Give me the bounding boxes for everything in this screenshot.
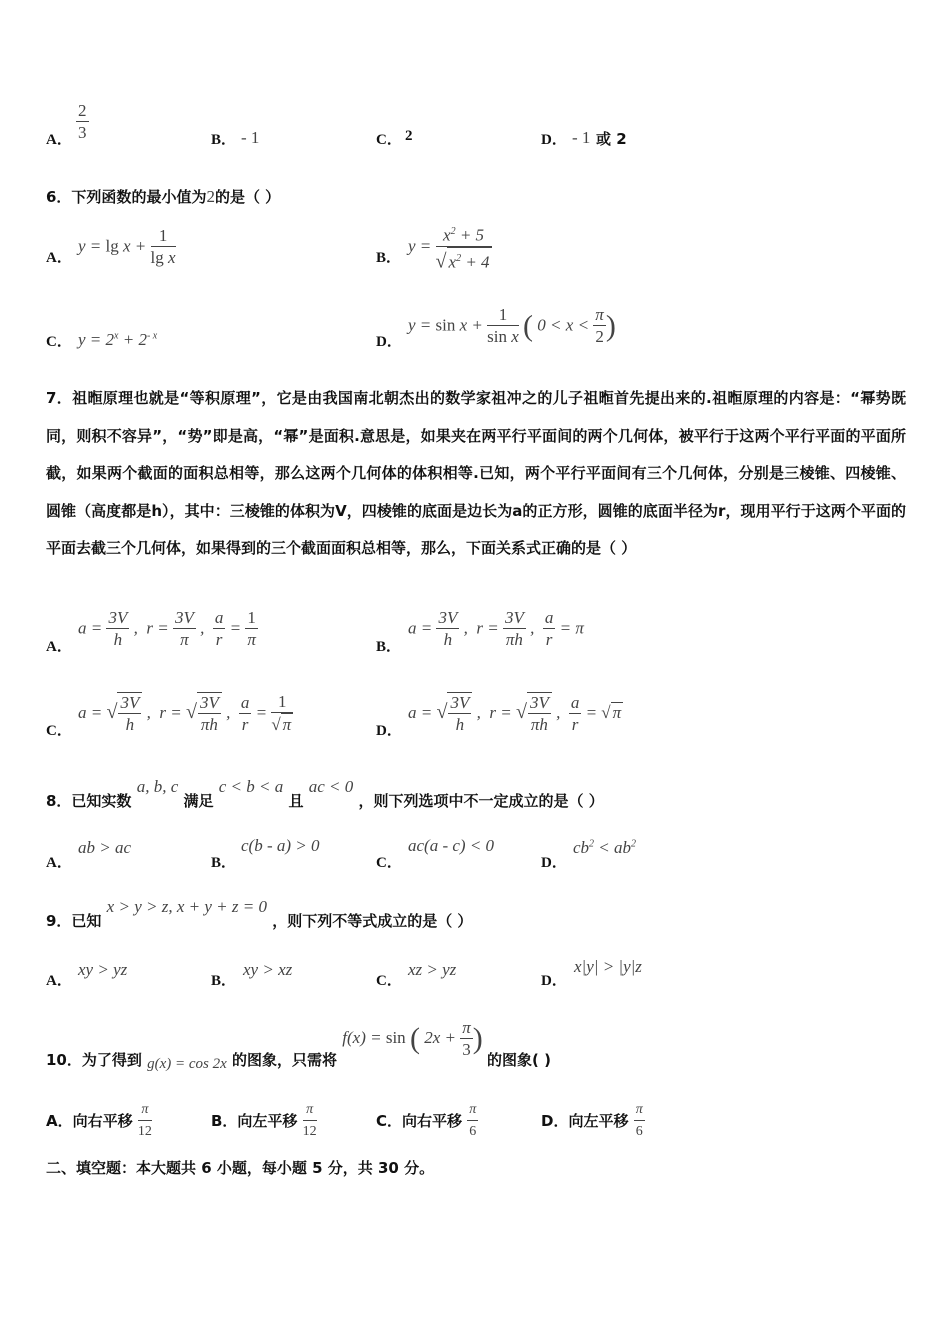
q8-a-label: A． <box>46 855 72 871</box>
q8-stem-3: 且 <box>288 792 304 810</box>
q10-option-b: B．向左平移 $\frac{\pi}{12}$ <box>211 1100 317 1143</box>
q6-a-formula: y = lg x + $\frac{1}{\text{lg x}}$ <box>78 226 176 267</box>
q6-stem-tail: 的是（ ） <box>214 188 281 206</box>
q9-stem <box>46 896 473 930</box>
q10-option-d: D．向左平移 $\frac{\pi}{6}$ <box>541 1100 645 1143</box>
q8-stem-1: 8．已知实数 <box>46 792 132 810</box>
q10-c-denominator: 6 <box>469 1124 477 1139</box>
q5-b-label: B． <box>211 132 237 148</box>
q9-b-value: xy > xz <box>243 960 293 979</box>
q6-stem-number: 2 <box>206 187 215 206</box>
q10-a-label: A．向右平移 <box>46 1112 133 1130</box>
q10-stem-1: 10．为了得到 <box>46 1051 142 1070</box>
q6-stem-text: 6．下列函数的最小值为 <box>46 188 207 206</box>
q9-condition: x > y > z, x + y + z = 0 <box>106 897 267 916</box>
q7-a-formula: a = $\frac{3V}{h}$ , r = $\frac{3V}{\pi}$ , $\frac{a}{r}$ = $\frac{1}{\pi}$ <box>78 608 256 649</box>
q9-stem-1: 9．已知 <box>46 912 102 930</box>
q10-a-denominator: 12 <box>137 1124 152 1139</box>
q5-a-fraction <box>76 101 89 144</box>
q5-d-label: D． <box>541 132 567 148</box>
q9-c-label: C． <box>376 973 402 989</box>
q8-cond-1: c < b < a <box>218 777 284 796</box>
q9-d-value: x|y| > |y|z <box>574 957 642 976</box>
q5-d-value: - 1 <box>572 128 591 147</box>
q5-b-value: - 1 <box>241 128 260 147</box>
q10-g-formula: g(x) = cos 2x <box>147 1056 227 1073</box>
q9-a-label: A． <box>46 973 72 989</box>
q8-vars: a, b, c <box>136 777 179 796</box>
q8-stem-4: ，则下列选项中不一定成立的是（ ） <box>358 792 604 810</box>
q7-a-label: A． <box>46 639 72 655</box>
q9-stem-2: ，则下列不等式成立的是（ ） <box>272 912 473 930</box>
q10-stem-3: 的图象( ) <box>487 1051 551 1070</box>
q7-c-formula: a = √ $\frac{3V}{h}$ , r = √ $\frac{3V}{\pi h}$ , $\frac{a}{r}$ = $\frac{1}{√ \pi}$ <box>78 692 292 734</box>
q10-d-label: D．向左平移 <box>541 1112 629 1130</box>
q10-b-label: B．向左平移 <box>211 1112 298 1130</box>
q7-c-label: C． <box>46 723 72 739</box>
q8-c-value: ac(a - c) < 0 <box>408 836 495 855</box>
q10-stem-2: 的图象，只需将 <box>232 1051 338 1070</box>
q10-option-a: A．向右平移 $\frac{\pi}{12}$ <box>46 1100 152 1143</box>
q5-options <box>0 95 950 155</box>
q10-f-formula: f(x) = sin ( 2x + $\frac{\pi}{3}$ ) <box>342 1018 483 1059</box>
q5-a-denominator: 3 <box>78 123 87 142</box>
q6-b-label: B． <box>376 250 402 266</box>
q8-a-value: ab > ac <box>78 838 132 857</box>
q6-c-formula: $y = 2^x + 2^{- x}$ <box>78 330 158 349</box>
q7-b-label: B． <box>376 639 402 655</box>
q8-d-label: D． <box>541 855 567 871</box>
q10-option-c: C．向右平移 $\frac{\pi}{6}$ <box>376 1100 478 1143</box>
q9-a-value: xy > yz <box>78 960 128 979</box>
q5-a-label: A． <box>46 132 72 148</box>
q5-c-value: 2 <box>405 128 413 144</box>
q8-d-value: $cb^2 < ab^2$ <box>573 838 637 857</box>
q8-b-value: c(b - a) > 0 <box>241 836 320 855</box>
q5-c-label: C． <box>376 132 402 148</box>
q6-c-label: C． <box>46 334 72 350</box>
q10-b-denominator: 12 <box>302 1124 317 1139</box>
q9-b-label: B． <box>211 973 237 989</box>
q7-b-formula: a = $\frac{3V}{h}$ , r = $\frac{3V}{\pi h}$ , $\frac{a}{r}$ = π <box>408 608 584 649</box>
q8-cond-2: ac < 0 <box>308 777 354 796</box>
q9-c-value: xz > yz <box>408 960 457 979</box>
q5-d-tail: 或 2 <box>596 130 627 148</box>
q7-d-formula: a = √ $\frac{3V}{h}$ , r = √ $\frac{3V}{\pi h}$ , $\frac{a}{r}$ = √ π <box>408 692 622 734</box>
q8-b-label: B． <box>211 855 237 871</box>
q9-d-label: D． <box>541 973 567 989</box>
q10-d-denominator: 6 <box>635 1124 643 1139</box>
q6-b-formula: y = $\frac{x^2 + 5}{√ x^2 + 4}$ <box>408 222 492 273</box>
q6-a-label: A． <box>46 250 72 266</box>
q5-a-numerator: 2 <box>78 101 87 120</box>
q8-stem-2: 满足 <box>183 792 214 810</box>
q8-stem <box>46 776 604 810</box>
section-2-heading: 二、填空题：本大题共 6 小题，每小题 5 分，共 30 分。 <box>46 1159 435 1177</box>
q6-d-label: D． <box>376 334 402 350</box>
q10-stem <box>46 1018 551 1073</box>
q7-d-label: D． <box>376 723 402 739</box>
q8-c-label: C． <box>376 855 402 871</box>
q6-d-formula: y = sin x + $\frac{1}{\text{sin x}}$ ( 0 < x < $\frac{\pi}{2}$ ) <box>408 305 616 346</box>
q6-stem <box>46 186 280 207</box>
q7-paragraph: 7．祖暅原理也就是“等积原理”，它是由我国南北朝杰出的数学家祖冲之的儿子祖暅首先提出来的.祖暅原理的内容是：“幂势既同，则积不容异”，“势”即是高，“幂”是面积.意思是，如果夹在两平行平面间的两个几何体，被平行于这两个平行平面的平面所截，如果两个截面的面积总相等，那么这两个几何体的体积相等.已知，两个平行平面间有三个几何体，分别是三棱锥、四棱锥、圆锥（高度都是h），其中：三棱锥的体积为V，四棱锥的底面是边长为a的正方形，圆锥的底面半径为r，现用平行于这两个平面的平面去截三个几何体，如果得到的三个截面面积总相等，那么，下面关系式正确的是（ ） <box>46 389 906 557</box>
q10-c-label: C．向右平移 <box>376 1112 463 1130</box>
